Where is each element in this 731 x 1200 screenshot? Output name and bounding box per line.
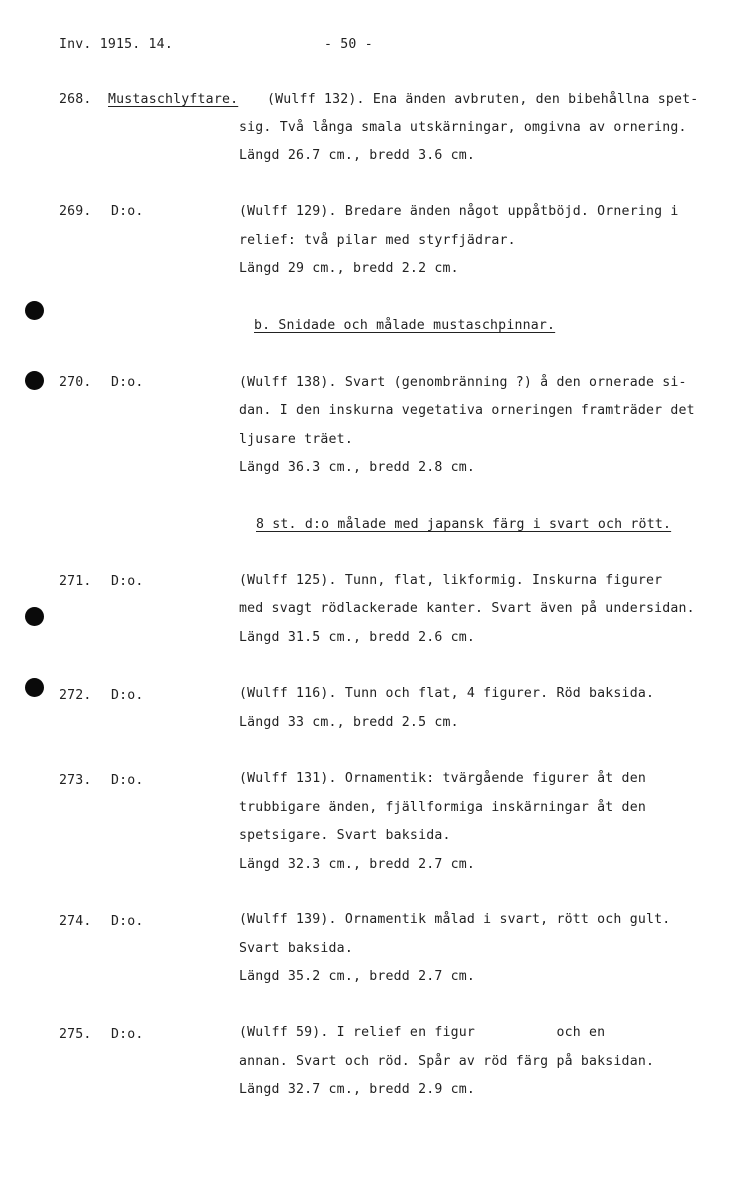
entry-number: 271. bbox=[59, 574, 92, 589]
entry-line: ljusare träet. bbox=[239, 432, 353, 447]
entry-line: (Wulff 132). Ena änden avbruten, den bibehållna spet- bbox=[267, 92, 699, 107]
entry-line: (Wulff 131). Ornamentik: tvärgående figurer åt den bbox=[239, 771, 646, 786]
entry-line: Svart baksida. bbox=[239, 941, 353, 956]
entry-name: D:o. bbox=[111, 1027, 144, 1042]
entry-number: 275. bbox=[59, 1027, 92, 1042]
entry-line: Längd 32.7 cm., bredd 2.9 cm. bbox=[239, 1082, 476, 1097]
punch-hole bbox=[25, 371, 44, 390]
entry-number: 269. bbox=[59, 204, 92, 219]
punch-hole bbox=[25, 678, 44, 697]
entry-line: (Wulff 59). I relief en figur och en bbox=[239, 1025, 606, 1040]
entry-line: (Wulff 125). Tunn, flat, likformig. Inskurna figurer bbox=[239, 573, 663, 588]
entry-line: Längd 32.3 cm., bredd 2.7 cm. bbox=[239, 857, 476, 872]
entry-number: 274. bbox=[59, 914, 92, 929]
punch-hole bbox=[25, 607, 44, 626]
entry-line: (Wulff 139). Ornamentik målad i svart, rött och gult. bbox=[239, 912, 671, 927]
entry-line: Längd 36.3 cm., bredd 2.8 cm. bbox=[239, 460, 476, 475]
entry-line: spetsigare. Svart baksida. bbox=[239, 828, 451, 843]
entry-line: med svagt rödlackerade kanter. Svart även på undersidan. bbox=[239, 601, 695, 616]
entry-line: sig. Två långa smala utskärningar, omgivna av ornering. bbox=[239, 120, 687, 135]
entry-line: annan. Svart och röd. Spår av röd färg på baksidan. bbox=[239, 1054, 655, 1069]
entry-line: relief: två pilar med styrfjädrar. bbox=[239, 233, 516, 248]
entry-line: Längd 33 cm., bredd 2.5 cm. bbox=[239, 715, 459, 730]
entry-name: D:o. bbox=[111, 375, 144, 390]
entry-name: D:o. bbox=[111, 574, 144, 589]
section-heading: 8 st. d:o målade med japansk färg i svart och rött. bbox=[256, 517, 672, 532]
entry-number: 270. bbox=[59, 375, 92, 390]
entry-line: (Wulff 116). Tunn och flat, 4 figurer. Röd baksida. bbox=[239, 686, 655, 701]
entry-number: 272. bbox=[59, 688, 92, 703]
entry-name: D:o. bbox=[111, 688, 144, 703]
entry-line: Längd 29 cm., bredd 2.2 cm. bbox=[239, 261, 459, 276]
entry-name: Mustaschlyftare. bbox=[108, 92, 239, 107]
inventory-header: Inv. 1915. 14. bbox=[59, 37, 173, 52]
entry-line: Längd 35.2 cm., bredd 2.7 cm. bbox=[239, 969, 476, 984]
entry-line: Längd 26.7 cm., bredd 3.6 cm. bbox=[239, 148, 476, 163]
entry-line: trubbigare änden, fjällformiga inskärningar åt den bbox=[239, 800, 646, 815]
entry-line: (Wulff 129). Bredare änden något uppåtböjd. Ornering i bbox=[239, 204, 679, 219]
entry-line: dan. I den inskurna vegetativa orneringen framträder det bbox=[239, 403, 695, 418]
page-number: - 50 - bbox=[324, 37, 373, 52]
entry-line: (Wulff 138). Svart (genombränning ?) å den ornerade si- bbox=[239, 375, 687, 390]
entry-number: 273. bbox=[59, 773, 92, 788]
entry-name: D:o. bbox=[111, 914, 144, 929]
entry-name: D:o. bbox=[111, 204, 144, 219]
section-heading: b. Snidade och målade mustaschpinnar. bbox=[254, 318, 556, 333]
entry-line: Längd 31.5 cm., bredd 2.6 cm. bbox=[239, 630, 476, 645]
punch-hole bbox=[25, 301, 44, 320]
entry-name: D:o. bbox=[111, 773, 144, 788]
entry-number: 268. bbox=[59, 92, 92, 107]
